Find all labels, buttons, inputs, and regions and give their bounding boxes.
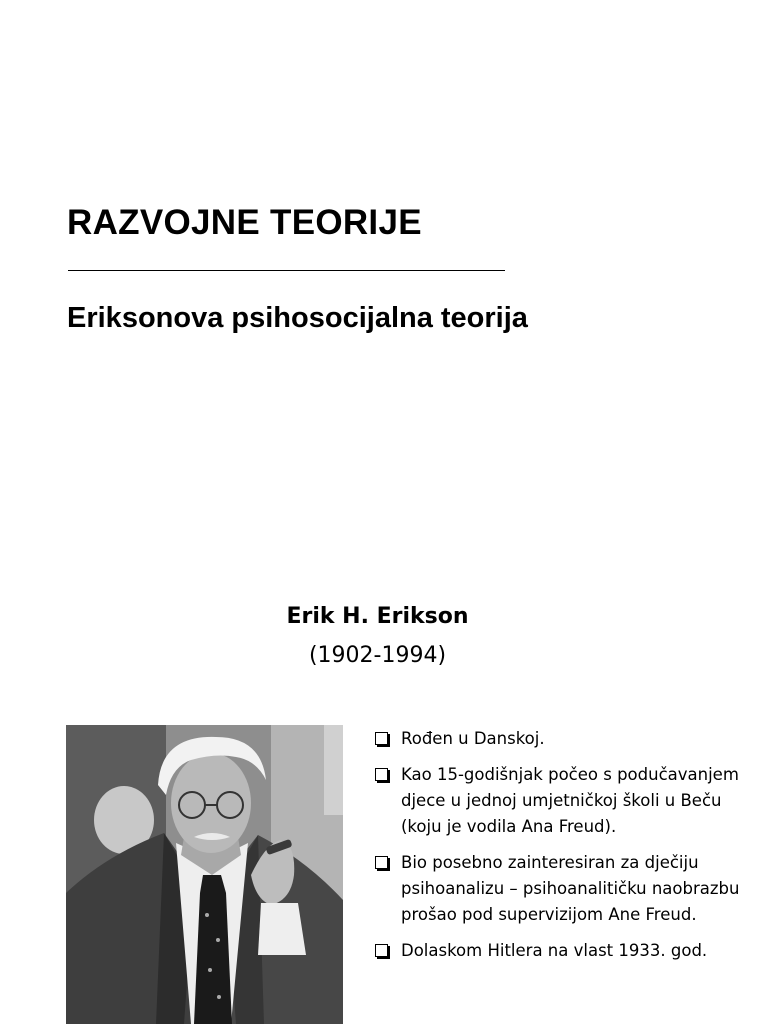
checkbox-bullet-icon (375, 944, 388, 957)
bullet-text: Dolaskom Hitlera na vlast 1933. god. (401, 941, 708, 960)
bullet-text: Bio posebno zainteresiran za dječiju psihoanalizu – psihoanalitičku naobrazbu prošao pod supervizijom Ane Freud. (401, 853, 740, 924)
checkbox-bullet-icon (375, 856, 388, 869)
person-name: Erik H. Erikson (286, 604, 469, 629)
list-item (374, 726, 746, 752)
checkbox-bullet-icon (375, 732, 388, 745)
list-item (374, 762, 746, 840)
portrait-photo (66, 725, 343, 1024)
portrait-illustration (66, 725, 343, 1024)
title-divider (68, 270, 505, 271)
checkbox-bullet-icon (375, 768, 388, 781)
slide-title: RAZVOJNE TEORIJE (67, 203, 422, 242)
person-years: (1902-1994) (308, 643, 447, 668)
bullet-text: Rođen u Danskoj. (401, 729, 545, 748)
list-item (374, 850, 746, 928)
list-item (374, 938, 746, 964)
bullet-text: Kao 15-godišnjak počeo s podučavanjem djece u jednoj umjetničkoj školi u Beču (koju je vodila Ana Freud). (401, 765, 739, 836)
bio-bullet-list (374, 726, 746, 974)
slide-subtitle: Eriksonova psihosocijalna teorija (67, 302, 528, 334)
